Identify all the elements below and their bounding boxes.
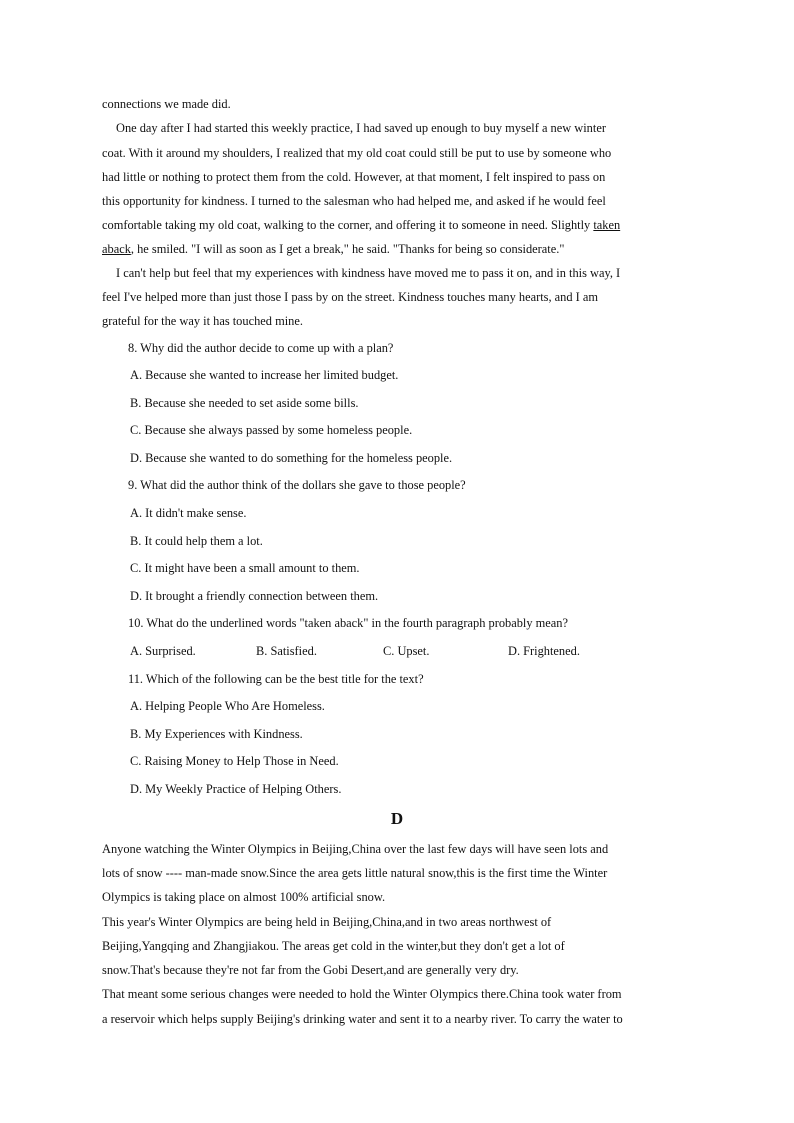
- question-11: 11. Which of the following can be the best title for the text?: [128, 672, 424, 686]
- passage-line: lots of snow ---- man-made snow.Since the area gets little natural snow,this is the first time the Winter: [102, 866, 608, 880]
- passage-line: Olympics is taking place on almost 100% artificial snow.: [102, 890, 386, 904]
- passage-line: a reservoir which helps supply Beijing's drinking water and sent it to a nearby river. To carry the water to: [102, 1012, 623, 1026]
- passage-line: Beijing,Yangqing and Zhangjiakou. The areas get cold in the winter,but they don't get a lot of: [102, 939, 565, 953]
- option-10b: B. Satisfied.: [256, 644, 317, 658]
- passage-text: , he smiled. "I will as soon as I get a break," he said. "Thanks for being so considerate.": [130, 242, 565, 256]
- option-8a: A. Because she wanted to increase her limited budget.: [130, 368, 399, 382]
- underlined-word: aback: [102, 242, 131, 256]
- passage-line: snow.That's because they're not far from the Gobi Desert,and are generally very dry.: [102, 963, 519, 977]
- option-10c: C. Upset.: [383, 644, 430, 658]
- option-10d: D. Frightened.: [508, 644, 580, 658]
- option-9d: D. It brought a friendly connection between them.: [130, 589, 379, 603]
- option-8c: C. Because she always passed by some homeless people.: [130, 423, 413, 437]
- option-10a: A. Surprised.: [130, 644, 196, 658]
- option-8b: B. Because she needed to set aside some bills.: [130, 396, 359, 410]
- passage-line: I can't help but feel that my experiences with kindness have moved me to pass it on, and in this way, I: [116, 266, 621, 280]
- passage-line: One day after I had started this weekly practice, I had saved up enough to buy myself a new winter: [116, 121, 606, 135]
- option-11c: C. Raising Money to Help Those in Need.: [130, 754, 339, 768]
- option-9c: C. It might have been a small amount to them.: [130, 561, 360, 575]
- option-9a: A. It didn't make sense.: [130, 506, 247, 520]
- passage-line: connections we made did.: [102, 97, 231, 111]
- passage-text: comfortable taking my old coat, walking to the corner, and offering it to someone in need. Slightly: [102, 218, 594, 232]
- passage-line: This year's Winter Olympics are being held in Beijing,China,and in two areas northwest of: [102, 915, 552, 929]
- option-11b: B. My Experiences with Kindness.: [130, 727, 303, 741]
- passage-line: had little or nothing to protect them from the cold. However, at that moment, I felt inspired to pass on: [102, 170, 606, 184]
- passage-line: That meant some serious changes were needed to hold the Winter Olympics there.China took water from: [102, 987, 622, 1001]
- section-heading: D: [390, 809, 404, 828]
- question-8: 8. Why did the author decide to come up with a plan?: [128, 341, 394, 355]
- passage-line: feel I've helped more than just those I pass by on the street. Kindness touches many hearts, and I am: [102, 290, 599, 304]
- question-10: 10. What do the underlined words "taken aback" in the fourth paragraph probably mean?: [128, 616, 568, 630]
- option-9b: B. It could help them a lot.: [130, 534, 263, 548]
- option-11a: A. Helping People Who Are Homeless.: [130, 699, 325, 713]
- option-8d: D. Because she wanted to do something for the homeless people.: [130, 451, 453, 465]
- passage-line: Anyone watching the Winter Olympics in Beijing,China over the last few days will have seen lots and: [102, 842, 609, 856]
- option-11d: D. My Weekly Practice of Helping Others.: [130, 782, 342, 796]
- passage-line: [102, 217, 692, 233]
- underlined-word: taken: [593, 218, 621, 232]
- question-9: 9. What did the author think of the dollars she gave to those people?: [128, 478, 466, 492]
- passage-line: [102, 241, 692, 257]
- passage-line: coat. With it around my shoulders, I realized that my old coat could still be put to use by someone who: [102, 146, 612, 160]
- passage-line: this opportunity for kindness. I turned to the salesman who had helped me, and asked if he would feel: [102, 194, 606, 208]
- passage-line: grateful for the way it has touched mine.: [102, 314, 303, 328]
